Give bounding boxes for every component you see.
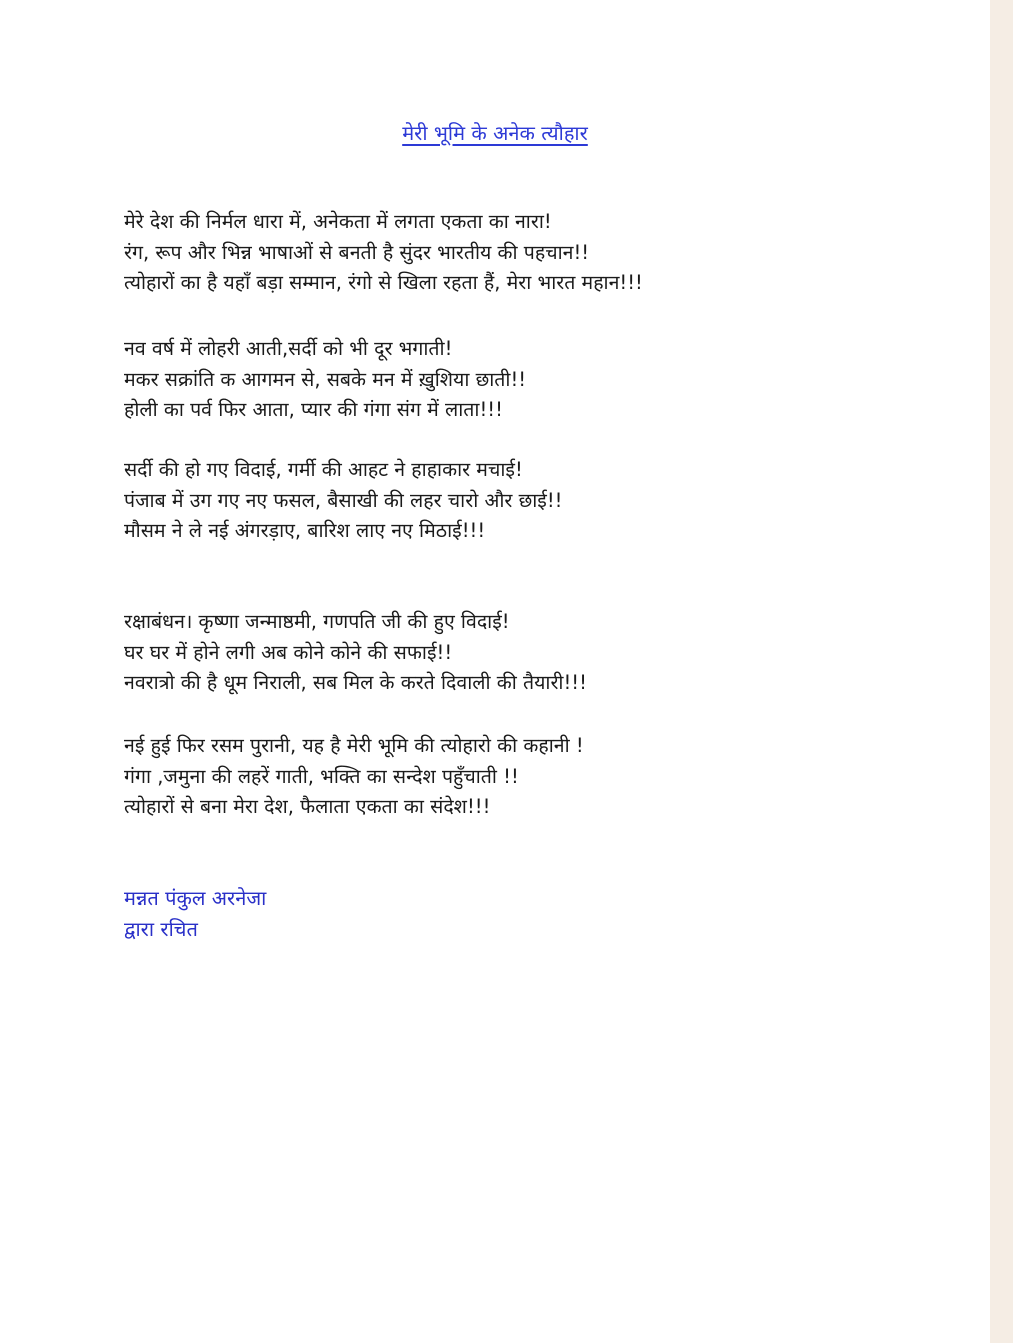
poem-line: नवरात्रो की है धूम निराली, सब मिल के करते दिवाली की तैयारी!!! <box>124 671 587 694</box>
author-name: मन्नत पंकुल अरनेजा <box>124 886 267 910</box>
page-margin <box>990 0 1013 1343</box>
poem-line: मकर सक्रांति क आगमन से, सबके मन में ख़ुशिया छाती!! <box>124 367 527 391</box>
stanza-4 <box>124 607 587 699</box>
author-credit: द्वारा रचित <box>124 916 198 941</box>
poem-line: होली का पर्व फिर आता, प्यार की गंगा संग में लाता!!! <box>124 398 503 421</box>
poem-line: गंगा ,जमुना की लहरें गाती, भक्ति का सन्देश पहुँचाती !! <box>124 764 519 788</box>
stanza-5 <box>124 731 584 823</box>
poem-line: सर्दी की हो गए विदाई, गर्मी की आहट ने हाहाकार मचाई! <box>124 458 523 481</box>
author-block <box>124 883 266 944</box>
poem-line: घर घर में होने लगी अब कोने कोने की सफाई!! <box>124 640 453 664</box>
stanza-2 <box>124 334 526 426</box>
poem-line: त्योहारों का है यहाँ बड़ा सम्मान, रंगो से खिला रहता हैं, मेरा भारत महान!!! <box>124 271 643 294</box>
poem-line: पंजाब में उग गए नए फसल, बैसाखी की लहर चारो और छाई!! <box>124 488 563 512</box>
poem-line: मेरे देश की निर्मल धारा में, अनेकता में लगता एकता का नारा! <box>124 210 552 233</box>
poem-line: नई हुई फिर रसम पुरानी, यह है मेरी भूमि की त्योहारो की कहानी ! <box>124 734 584 757</box>
poem-line: मौसम ने ले नई अंगरड़ाए, बारिश लाए नए मिठाई!!! <box>124 519 486 542</box>
poem-line: त्योहारों से बना मेरा देश, फैलाता एकता का संदेश!!! <box>124 795 491 818</box>
poem-title: मेरी भूमि के अनेक त्यौहार <box>402 121 588 145</box>
poem-line: रंग, रूप और भिन्न भाषाओं से बनती है सुंदर भारतीय की पहचान!! <box>124 240 590 264</box>
poem-line: रक्षाबंधन। कृष्णा जन्माष्ठमी, गणपति जी की हुए विदाई! <box>124 610 510 633</box>
stanza-3 <box>124 455 563 547</box>
poem-line: नव वर्ष में लोहरी आती,सर्दी को भी दूर भगाती! <box>124 337 453 360</box>
stanza-1 <box>124 207 643 299</box>
